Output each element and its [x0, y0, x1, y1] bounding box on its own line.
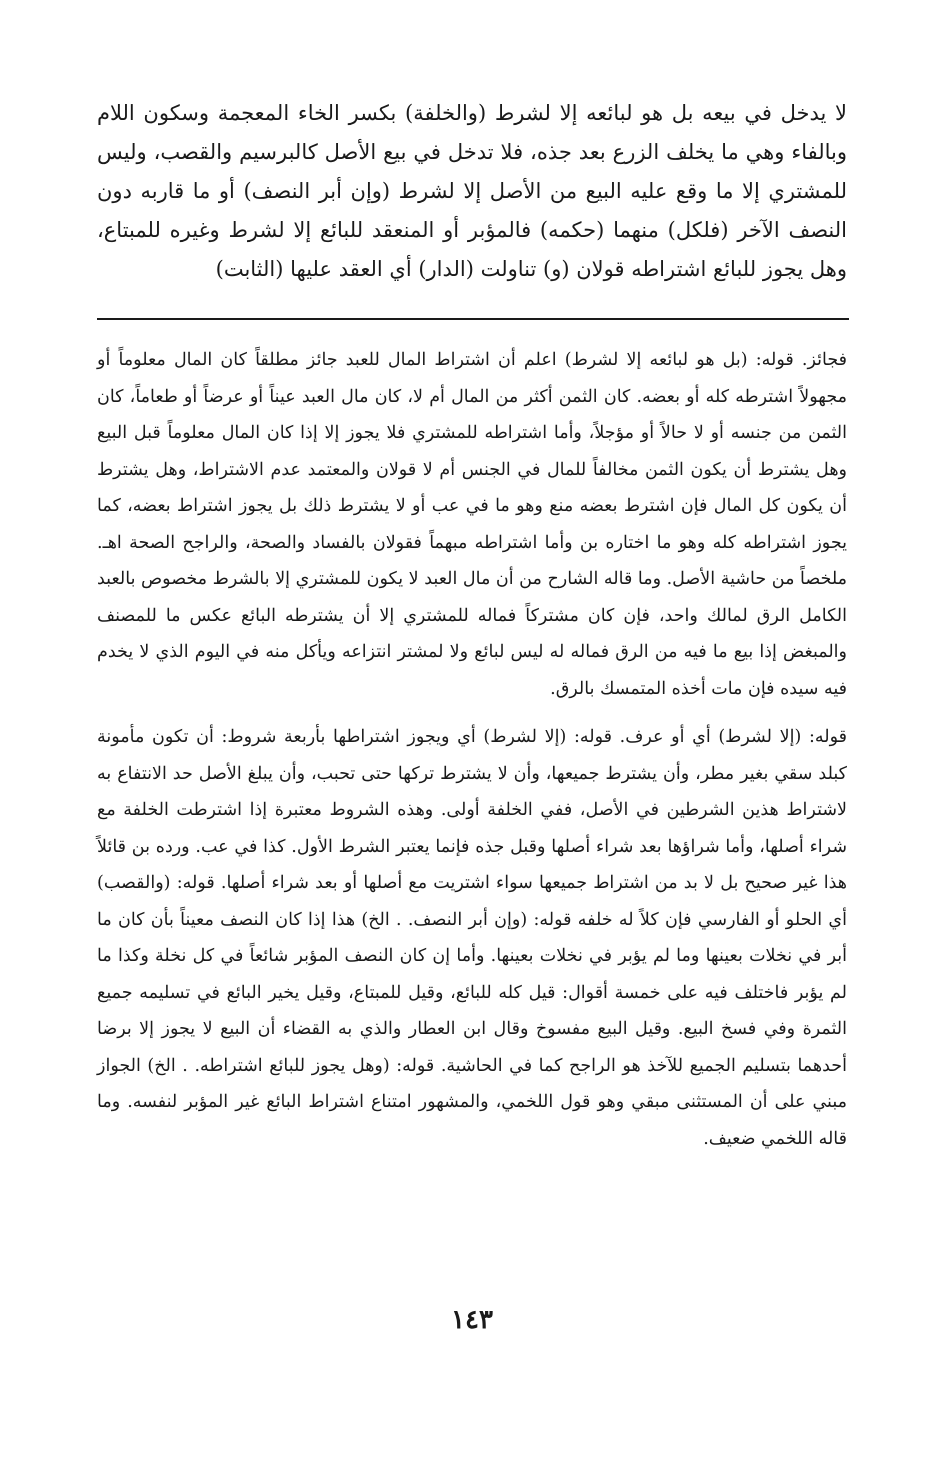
commentary-paragraph-1: فجائز. قوله: (بل هو لبائعه إلا لشرط) اعلم أن اشتراط المال للعبد جائز مطلقاً كان المال معلوماً أو مجهولاً اشترطه كله أو بعضه. كان الثمن أكثر من المال أم لا، كان مال العبد عيناً أو عرضاً أو طعاماً، كان الثمن من جنسه أو لا حالاً أو مؤجلاً، وأما اشتراطه للمشتري فلا يجوز إلا إذا كان المال معلوماً قبل البيع وهل يشترط أن يكون الثمن مخالفاً للمال في الجنس أم لا قولان والمعتمد عدم الاشتراط، وهل يشترط أن يكون كل المال فإن اشترط بعضه منع وهو ما في عب أو لا يشترط ذلك بل يجوز اشتراط بعضه، كما يجوز اشتراطه كله وهو ما اختاره بن وأما اشتراطه مبهماً فقولان بالفساد والصحة، والراجح الصحة اهـ. ملخصاً من حاشية الأصل. وما قاله الشارح من أن مال العبد لا يكون للمشتري إلا بالشرط مخصوص بالعبد الكامل الرق لمالك واحد، فإن كان مشتركاً فماله للمشتري إلا أن يشترطه البائع عكس ما للمصنف والمبغض إذا بيع ما فيه من الرق فماله له ليس لبائع ولا لمشتر انتزاعه ويأكل منه في اليوم الذي لا يخدم فيه سيده فإن مات أخذه المتمسك بالرق. — [97, 350, 847, 699]
footnote-separator-line — [97, 318, 849, 320]
page-number: ١٤٣ — [451, 1305, 493, 1335]
commentary-paragraph-2: قوله: (إلا لشرط) أي أو عرف. قوله: (إلا لشرط) أي ويجوز اشتراطها بأربعة شروط: أن تكون مأمونة كبلد سقي بغير مطر، وأن يشترط جميعها، وأن لا يشترط تركها حتى تحبب، وأن يبلغ الأصل حد الانتفاع به لاشتراط هذين الشرطين في الأصل، ففي الخلفة أولى. وهذه الشروط معتبرة إذا اشترطت الخلفة مع شراء أصلها، وأما شراؤها بعد شراء أصلها وقبل جذه فإنما يعتبر الشرط الأول. كذا في عب. ورده بن قائلاً هذا غير صحيح بل لا بد من اشتراط جميعها سواء اشتريت مع أصلها أو بعد شراء أصلها. قوله: (والقصب) أي الحلو أو الفارسي فإن كلاً له خلفه قوله: (وإن أبر النصف. . الخ) هذا إذا كان النصف معيناً بأن كان ما أبر في نخلات بعينها وما لم يؤبر في نخلات بعينها. وأما إن كان النصف المؤبر شائعاً في كل نخلة وكذا ما لم يؤبر فاختلف فيه على خمسة أقوال: قيل كله للبائع، وقيل للمبتاع، وقيل يخير البائع في تسليمه جميع الثمرة وفي فسخ البيع. وقيل البيع مفسوخ وقال ابن العطار والذي به القضاء أن البيع لا يجوز إلا برضا أحدهما بتسليم الجميع للآخذ هو الراجح كما في الحاشية. قوله: (وهل يجوز للبائع اشتراطه. . الخ) الجواز مبني على أن المستثنى مبقي وهو قول اللخمي، والمشهور امتناع اشتراط البائع غير المؤبر لنفسه. وما قاله اللخمي ضعيف. — [97, 727, 847, 1149]
commentary-section — [97, 342, 847, 1169]
main-text-paragraph: لا يدخل في بيعه بل هو لبائعه إلا لشرط (والخلفة) بكسر الخاء المعجمة وسكون اللام وبالفاء وهي ما يخلف الزرع بعد جذه، فلا تدخل في بيع الأصل كالبرسيم والقصب، وليس للمشتري إلا ما وقع عليه البيع من الأصل إلا لشرط (وإن أبر النصف) أو ما قاربه دون النصف الآخر (فلكل) منهما (حكمه) فالمؤبر أو المنعقد للبائع إلا لشرط وغيره للمبتاع، وهل يجوز للبائع اشتراطه قولان (و) تناولت (الدار) أي العقد عليها (الثابت) — [97, 101, 847, 281]
